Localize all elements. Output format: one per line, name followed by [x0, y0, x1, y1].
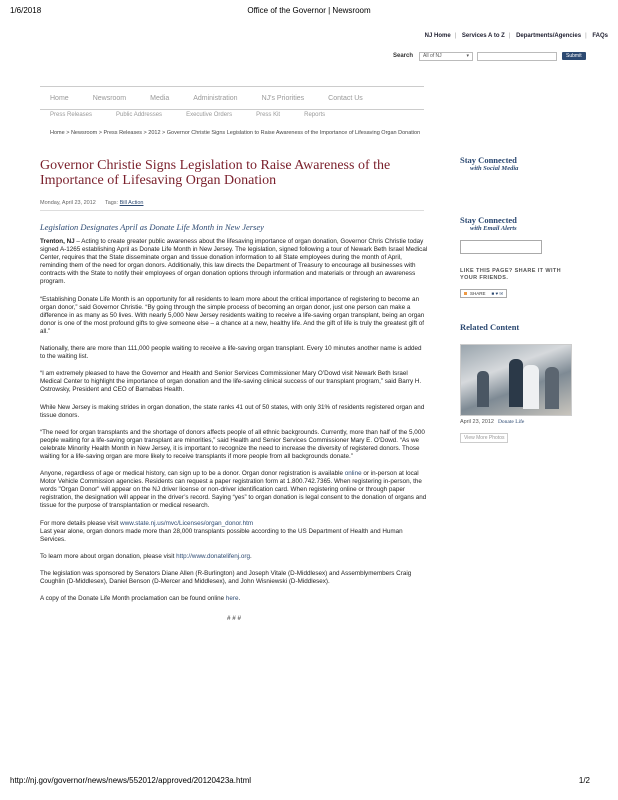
paragraph	[40, 553, 428, 561]
paragraph-text: or in-person at local Motor Vehicle Commission agencies. Residents can request a paper registration form at 1.800.742.7365. When registering in-person, the words "Organ Donor" will appear on the NJ driver license or non-driver identification card. When registering online or through paper registration, the designation will appear in the driver’s record. Saying “yes” to organ donation is legal consent to the donation of organs and tissue for the purpose of transplantation or medical research.	[40, 470, 427, 510]
paragraph: “Establishing Donate Life Month is an opportunity for all residents to learn more about the critical importance of registering to become an organ donor,” said Governor Christie. “By going through the simple process of becoming an organ donor, just one person can make a difference in as many as 50 lives. With nearly 5,000 New Jersey residents waiting to receive a life-saving organ transplant, being an organ donor is one of the most profound gifts to give someone else – a chance at a new, healthy life. And the gift of life is truly the greatest gift of all.”	[40, 295, 425, 335]
paragraph: While New Jersey is making strides in organ donation, the state ranks 41 out of 50 states, with only 31% of residents registered organ and tissue donors.	[40, 403, 425, 419]
search-scope-select[interactable]	[419, 52, 473, 61]
article-body	[40, 238, 428, 632]
tags-label: Tags:	[104, 200, 119, 206]
paragraph-text: Anyone, regardless of age or medical history, can sign up to be a donor. Organ donor registration is available	[40, 470, 345, 478]
paragraph-text: – Acting to create greater public awareness about the lifesaving importance of organ donation, Governor Chris Christie today signed A-1265 establishing April as Donate Life Month in New Jersey. The legislation, signed following a tour of Newark Beth Israel Medical Center, requires that the State disseminate organ and tissue donation information to all State employees during the month of April, reminding them of the need for organ donors. Additionally, this law directs the Department of Treasury to encourage all businesses with contracts with the State to notify their employees of organ donation options through information and materials or through an awareness program.	[40, 238, 428, 286]
email-alerts-box	[460, 215, 580, 300]
social-heading: Stay Connected	[460, 155, 517, 165]
departments-agencies-link[interactable]: Departments/Agencies	[516, 33, 582, 39]
subnav-reports[interactable]: Reports	[304, 112, 326, 118]
nav-newsroom[interactable]: Newsroom	[92, 94, 127, 102]
social-media-box	[460, 155, 580, 172]
article-date: Monday, April 23, 2012	[40, 200, 96, 206]
end-mark: # # #	[226, 615, 241, 623]
breadcrumb[interactable]: Home > Newsroom > Press Releases > 2012 > Governor Christie Signs Legislation to Raise Awareness of the Importance of Lifesaving Organ Donation	[50, 130, 421, 136]
related-photo[interactable]	[460, 344, 572, 416]
utility-nav: NJ Home | Services A to Z | Departments/Agencies | FAQs	[424, 33, 608, 39]
print-date: 1/6/2018	[10, 6, 42, 15]
paragraph: “The need for organ transplants and the shortage of donors affects people of all ethnic backgrounds. Currently, more than half of the 5,000 people waiting for a life-saving organ transplant are minorities,” said Health and Senior Services Commissioner Mary E. O’Dowd. “As we celebrate Minority Health Month in New Jersey, it is important to recognize the need to increase the diversity of registered donors. Those waiting for a life-saving organ are more likely to receive transplants if more people from all backgrounds donate.”	[40, 428, 425, 460]
photo-figure	[509, 359, 523, 407]
email-subheading: with Email Alerts	[470, 225, 517, 232]
tag-link[interactable]: Bill Action	[119, 200, 144, 206]
paragraph-text: Last year alone, organ donors made more than 28,000 transplants possible according to the US Department of Health and Human Services.	[40, 527, 403, 543]
share-label: SHARE	[470, 291, 486, 296]
donatelifenj-link[interactable]: http://www.donatelifenj.org	[176, 552, 251, 560]
subnav-press-kit[interactable]: Press Kit	[256, 112, 281, 118]
search-label: Search	[393, 53, 414, 59]
article-meta	[40, 200, 424, 211]
nav-media[interactable]: Media	[150, 94, 170, 102]
nav-priorities[interactable]: NJ's Priorities	[261, 94, 305, 102]
print-url: http://nj.gov/governor/news/news/552012/approved/20120423a.html	[10, 776, 252, 785]
share-icon	[464, 292, 467, 295]
print-page-number: 1/2	[578, 776, 590, 785]
photo-date: April 23, 2012	[460, 419, 494, 425]
search-bar	[393, 50, 586, 62]
paragraph: Nationally, there are more than 111,000 people waiting to receive a life-saving organ transplant. Every 10 minutes another name is added to the waiting list.	[40, 345, 422, 361]
paragraph: The legislation was sponsored by Senators Diane Allen (R-Burlington) and Joseph Vitale (D-Middlesex) and Assemblymembers Craig Coughlin (D-Middlesex), Daniel Benson (D-Mercer and Middlesex), and John Wisniewski (D-Middlesex).	[40, 569, 412, 585]
chevron-down-icon: ▾	[466, 53, 470, 59]
paragraph-text: To learn more about organ donation, please visit	[40, 552, 177, 560]
nav-contact[interactable]: Contact Us	[328, 94, 363, 102]
view-more-photos-button[interactable]: View More Photos	[460, 433, 508, 443]
nav-administration[interactable]: Administration	[193, 94, 238, 102]
related-content-box	[460, 322, 580, 444]
paragraph: “I am extremely pleased to have the Governor and Health and Senior Services Commissioner Mary O’Dowd visit Newark Beth Israel Medical Center to highlight the importance of organ donation and the life-saving clinical success of our transplant program,” said Barry H. Ostrowsky, President and CEO of Barnabas Health.	[40, 370, 422, 394]
subnav-press-releases[interactable]: Press Releases	[50, 112, 93, 118]
share-button[interactable]	[460, 289, 507, 298]
paragraph-text: .	[238, 595, 241, 603]
email-input[interactable]	[460, 240, 542, 254]
paragraph	[40, 470, 428, 510]
dateline: Trenton, NJ	[40, 238, 75, 245]
email-heading: Stay Connected	[460, 215, 517, 225]
print-title: Office of the Governor | Newsroom	[247, 6, 371, 15]
faqs-link[interactable]: FAQs	[592, 33, 608, 39]
paragraph	[40, 520, 428, 544]
social-icons: ■ ♥ ✉	[491, 290, 504, 296]
photo-caption-link[interactable]: Donate Life	[497, 419, 525, 425]
photo-figure	[523, 365, 539, 409]
photo-caption	[460, 419, 580, 425]
nj-home-link[interactable]: NJ Home	[424, 33, 451, 39]
paragraph	[40, 238, 428, 287]
search-input[interactable]	[477, 52, 557, 61]
services-a-to-z-link[interactable]: Services A to Z	[461, 33, 505, 39]
social-subheading[interactable]: with Social Media	[470, 165, 519, 172]
search-submit-button[interactable]: Submit	[562, 52, 586, 60]
paragraph-text: For more details please visit	[40, 519, 121, 527]
online-link[interactable]: online	[344, 470, 362, 478]
photo-figure	[545, 367, 559, 409]
mvc-organ-donor-link[interactable]: www.state.nj.us/mvc/Licenses/organ_donor.htm	[120, 519, 254, 527]
paragraph	[40, 595, 428, 603]
sub-nav	[40, 112, 424, 118]
subnav-executive-orders[interactable]: Executive Orders	[186, 112, 233, 118]
related-heading: Related Content	[460, 322, 520, 332]
share-prompt: LIKE THIS PAGE? SHARE IT WITH YOUR FRIENDS.	[460, 268, 562, 281]
article-deck: Legislation Designates April as Donate Life Month in New Jersey	[40, 222, 264, 232]
photo-figure	[477, 371, 489, 407]
search-scope-value: All of NJ	[423, 53, 442, 59]
paragraph-text: A copy of the Donate Life Month proclamation can be found online	[40, 595, 226, 603]
nav-home[interactable]: Home	[50, 94, 69, 102]
page-title: Governor Christie Signs Legislation to Raise Awareness of the Importance of Lifesaving Organ Donation	[40, 158, 391, 188]
main-nav	[40, 86, 424, 110]
paragraph-text: .	[250, 552, 252, 560]
proclamation-link[interactable]: here	[225, 595, 239, 603]
subnav-public-addresses[interactable]: Public Addresses	[116, 112, 163, 118]
